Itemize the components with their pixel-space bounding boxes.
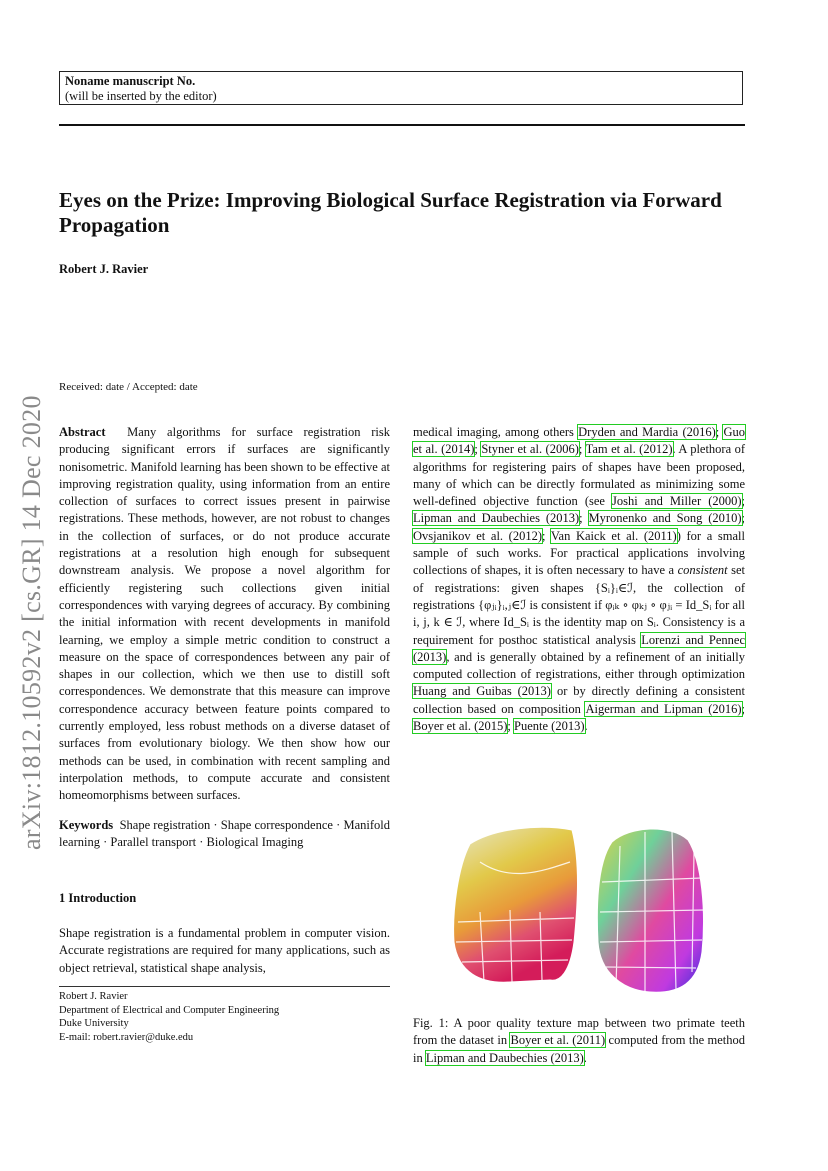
citation-link[interactable]: Lipman and Daubechies (2013) [413,511,580,526]
citation-link[interactable]: Aigerman and Lipman (2016) [585,701,742,716]
abstract [59,424,390,805]
footnote-rule [59,986,390,987]
right-column-text: medical imaging, among others Dryden and Mardia (2016); Guo et al. (2014); Styner et al. (2006); Tam et al. (2012). A plethora of algorithms for registering pairs of shapes have been proposed, many of which can be directly formulated as minimizing some well-defined objective function (see Joshi and Miller (2000); Lipman and Daubechies (2013); Myronenko and Song (2010); Ovsjanikov et al. (2012); Van Kaick et al. (2011)) for a small sample of such works. For practical applications involving collections of shapes, it is often necessary to have a consistent set of registrations: given shapes {Sᵢ}ᵢ∈ℐ, the collection of registrations {φⱼᵢ}ᵢ,ⱼ∈ℐ is consistent if φᵢₖ ∘ φₖⱼ ∘ φⱼᵢ = Id_Sᵢ for all i, j, k ∈ ℐ, where Id_Sᵢ is the identity map on Sᵢ. Consistency is a requirement for posthoc statistical analysis Lorenzi and Pennec (2013), and is generally obtained by a refinement of an initially computed collection of registrations, either through optimization Huang and Guibas (2013) or by directly defining a consistent collection based on composition Aigerman and Lipman (2016); Boyer et al. (2015); Puente (2013). [413,425,746,734]
citation-link[interactable]: Puente (2013) [514,719,585,734]
author-affiliation [59,990,279,1044]
abstract-label: Abstract [59,425,106,439]
citation-link[interactable]: Boyer et al. (2011) [510,1033,606,1048]
keywords [59,817,390,852]
tooth-texture-figure [440,822,718,1002]
citation-link[interactable]: Styner et al. (2006) [481,442,579,457]
caption-text: Fig. 1: A poor quality texture map between two primate teeth from the dataset in [413,1016,745,1048]
text-run: medical imaging, among others [413,425,574,439]
affiliation-email: E-mail: robert.ravier@duke.edu [59,1031,194,1043]
text-run: set of registrations: given shapes {Sᵢ}ᵢ∈ℐ, the collection of registrations {φⱼᵢ}ᵢ,ⱼ∈ℐ is consistent if φᵢₖ ∘ φₖⱼ ∘ φⱼᵢ = Id_Sᵢ for all i, j, k ∈ ℐ, where Id_Sᵢ is the identity map on Sᵢ. Consistency is a requirement for posthoc statistical analysis [413,563,745,647]
affiliation-dept: Department of Electrical and Computer Engineering [59,1004,280,1016]
keywords-text: Shape registration · Shape correspondence · Manifold learning · Parallel transport · Biological Imaging [59,818,390,850]
text-run: . A plethora of algorithms for registering pairs of shapes have been proposed, many of which can be directly formulated as minimizing some well-defined objective function (see [413,442,746,509]
emphasis: consistent [677,563,728,578]
manuscript-header-box [59,71,743,105]
text-run: or by directly defining a consistent collection based on composition [413,684,745,716]
citation-link[interactable]: Tam et al. (2012) [585,442,673,457]
intro-text: Shape registration is a fundamental problem in computer vision. Accurate registrations are required for many applications, such as object retrieval, statistical shape analysis, [59,926,390,975]
citation-link[interactable]: Guo et al. (2014) [413,425,746,457]
manuscript-number: Noname manuscript No. [65,74,196,88]
citation-link[interactable]: Dryden and Mardia (2016) [578,425,716,439]
citation-link[interactable]: Joshi and Miller (2000) [612,494,742,509]
section-heading: 1 Introduction [59,891,137,905]
received-line: Received: date / Accepted: date [59,381,198,393]
citation-link[interactable]: Myronenko and Song (2010) [588,511,742,526]
editor-note: (will be inserted by the editor) [65,89,217,103]
left-tooth-surface [454,827,578,982]
caption-text: . [583,1050,587,1065]
citation-link[interactable]: Huang and Guibas (2013) [413,684,551,699]
affiliation-name: Robert J. Ravier [59,991,128,1002]
text-run: ) for a small sample of such works. For practical applications involving collections of shapes, it is often necessary to have a [413,528,745,578]
figure-caption [413,1015,745,1067]
citation-link[interactable]: Van Kaick et al. (2011) [550,528,677,543]
keywords-label: Keywords [59,818,114,832]
citation-link[interactable]: Boyer et al. (2015) [413,719,508,734]
caption-text: computed from the method in [413,1033,746,1065]
arxiv-stamp: arXiv:1812.10592v2 [cs.GR] 14 Dec 2020 [17,395,46,850]
text-run: , and is generally obtained by a refinement of an initially computed collection of registrations, either through optimization [413,649,745,682]
header-rule [59,124,745,126]
text-run: . [584,719,588,734]
author-name: Robert J. Ravier [59,262,149,276]
citation-link[interactable]: Ovsjanikov et al. (2012) [413,528,543,543]
abstract-text: Many algorithms for surface registration risk producing significant errors if surfaces are significantly nonisometric. Manifold learning has been shown to be effective at improving registration quality, using information from an entire collection of surfaces to correct issues present in pairwise registrations. These methods, however, are not robust to changes in the collection of surfaces, or do not produce accurate registrations at a resolution high enough for subsequent downstream analysis. We propose a novel algorithm for efficiently registering such collections given initial correspondences with varying degrees of accuracy. By combining the initial information with recent developments in manifold learning, we employ a simple metric condition to construct a measure on the space of correspondences between any pair of shapes in our collection, which we then use to distill soft correspondences. We demonstrate that this measure can improve correspondence accuracy between feature points compared to currently employed, less robust methods on a diverse dataset of surfaces from evolutionary biology. We then show how our methods can be used, in combination with recent sampling and interpolation methods, to compute accurate and consistent homeomorphisms between surfaces. [59,425,390,803]
citation-link[interactable]: Lipman and Daubechies (2013) [425,1050,584,1065]
affiliation-univ: Duke University [59,1018,129,1029]
citation-link[interactable]: Lorenzi and Pennec (2013) [413,632,746,664]
paper-title: Eyes on the Prize: Improving Biological Surface Registration via Forward Propagation [59,188,722,237]
